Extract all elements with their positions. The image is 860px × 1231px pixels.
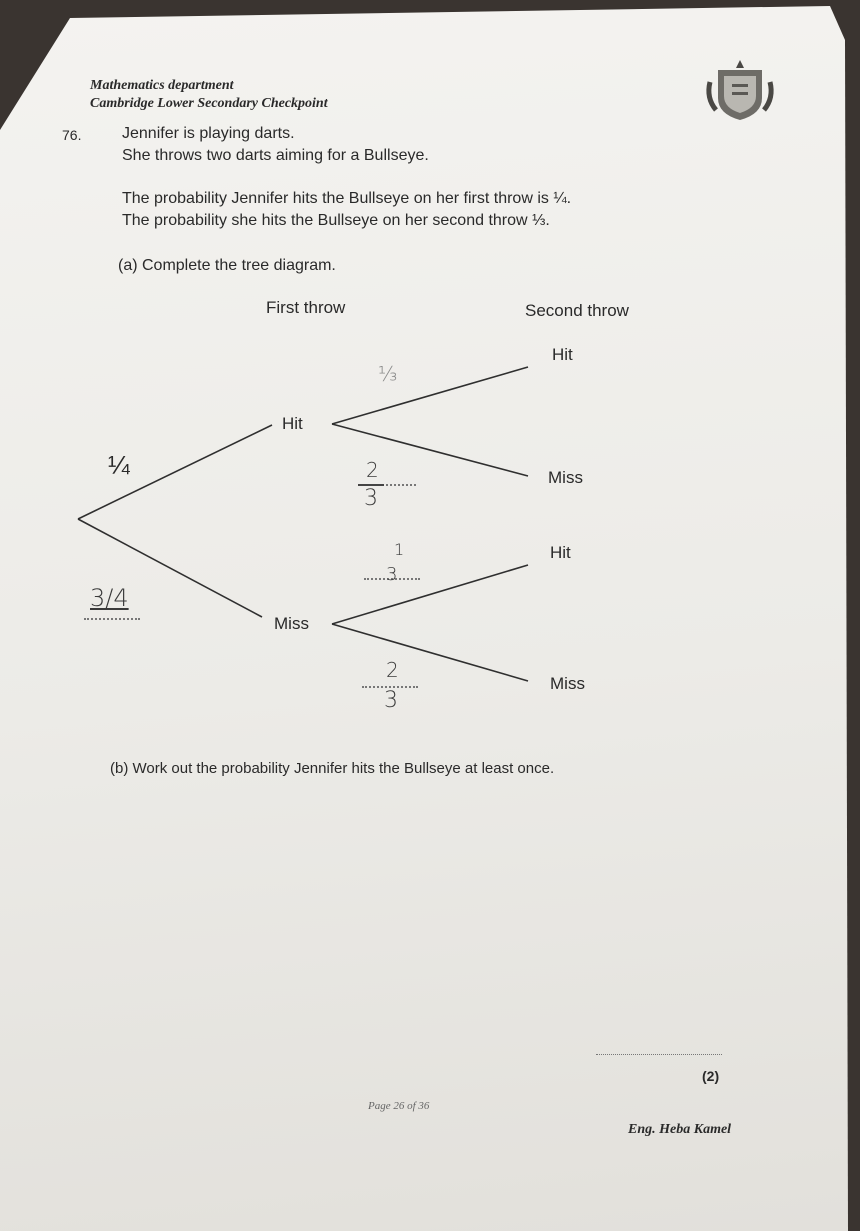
question-line-4: The probability she hits the Bullseye on her second throw ⅓. — [122, 212, 550, 229]
marks-label: (2) — [702, 1068, 720, 1084]
exam-title: Cambridge Lower Secondary Checkpoint — [90, 96, 328, 111]
answer-line-part-b[interactable] — [596, 1054, 722, 1055]
page-number: Page 26 of 36 — [368, 1100, 430, 1112]
answer-line-first-miss — [84, 618, 140, 620]
first-hit-probability: ¼ — [108, 450, 130, 480]
miss-miss-prob-numerator: 2 — [386, 658, 399, 682]
first-miss-label: Miss — [274, 614, 309, 633]
second-throw-heading: Second throw — [525, 301, 629, 320]
question-line-1: Jennifer is playing darts. — [122, 125, 295, 142]
department-title: Mathematics department — [90, 78, 234, 93]
part-b-instruction: (b) Work out the probability Jennifer hits the Bullseye at least once. — [110, 760, 555, 777]
answer-line-hit-miss — [386, 484, 416, 486]
miss-hit-label: Hit — [550, 543, 571, 562]
first-miss-probability: 3/4 — [90, 584, 129, 612]
question-number: 76. — [62, 127, 82, 143]
hit-miss-label: Miss — [548, 468, 583, 487]
miss-hit-prob-denominator: 3 — [386, 564, 398, 585]
hit-miss-prob-denominator: 3 — [364, 486, 378, 511]
hit-hit-label: Hit — [552, 345, 573, 364]
miss-miss-label: Miss — [550, 674, 585, 693]
author-credit: Eng. Heba Kamel — [628, 1122, 732, 1137]
first-hit-label: Hit — [282, 414, 303, 433]
part-a-instruction: (a) Complete the tree diagram. — [118, 257, 336, 274]
hit-miss-prob-numerator: 2 — [366, 458, 379, 482]
first-throw-heading: First throw — [266, 298, 346, 317]
question-line-2: She throws two darts aiming for a Bullseye. — [122, 147, 429, 164]
hit-hit-probability: ⅓ — [378, 362, 398, 386]
miss-hit-prob-numerator: 1 — [394, 540, 405, 559]
question-line-3: The probability Jennifer hits the Bullseye on her first throw is ¼. — [122, 190, 572, 207]
miss-miss-prob-denominator: 3 — [384, 688, 398, 713]
